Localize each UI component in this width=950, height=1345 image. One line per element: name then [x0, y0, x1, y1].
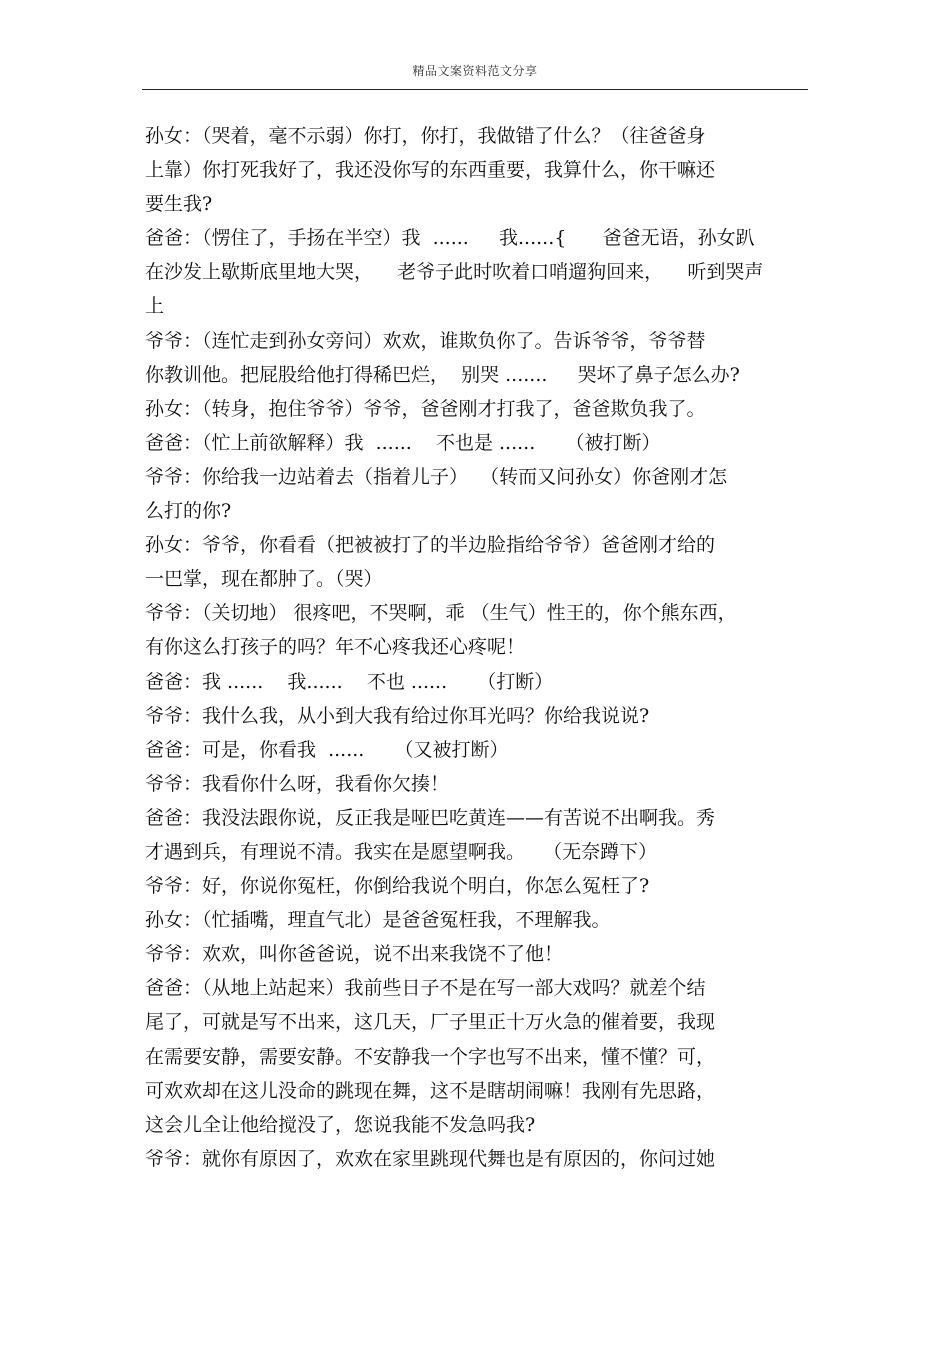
text-line: 爸爸：（忙上前欲解释）我 ...... 不也是 ...... （被打断） — [145, 431, 661, 454]
text-line: 尾了，可就是写不出来，这几天，厂子里正十万火急的催着要，我现 — [145, 1011, 716, 1034]
text-line: 爷爷：（连忙走到孙女旁问）欢欢，谁欺负你了。告诉爷爷，爷爷替 — [145, 329, 706, 352]
text-line: 孙女：爷爷，你看看（把被被打了的半边脸指给爷爷）爸爸刚才给的 — [145, 534, 716, 557]
page-header: 精品文案资料范文分享 — [412, 64, 538, 78]
text-line: 爷爷：你给我一边站着去（指着儿子） （转而又问孙女）你爸刚才怎 — [145, 465, 728, 488]
text-line: 有你这么打孩子的吗？年不心疼我还心疼呢！ — [145, 636, 526, 659]
text-line: 爸爸：（从地上站起来）我前些日子不是在写一部大戏吗？就差个结 — [145, 977, 706, 1000]
document-body — [145, 119, 795, 1176]
text-line: 要生我? — [145, 193, 213, 216]
text-line: 孙女：（转身，抱住爷爷）爷爷，爸爸刚才打我了，爸爸欺负我了。 — [145, 397, 706, 420]
text-line: 爷爷：欢欢，叫你爸爸说，说不出来我饶不了他！ — [145, 943, 564, 966]
text-line: 这会儿全让他给搅没了，您说我能不发急吗我? — [145, 1113, 536, 1136]
header-divider — [142, 89, 808, 90]
text-line: 孙女：（哭着，毫不示弱）你打，你打，我做错了什么？（往爸爸身 — [145, 125, 706, 147]
text-line: 爷爷：好，你说你冤枉，你倒给我说个明白，你怎么冤枉了? — [145, 875, 650, 898]
text-line: 可欢欢却在这儿没命的跳现在舞，这不是瞎胡闹嘛！我刚有先思路， — [145, 1079, 716, 1102]
text-line: 在需要安静，需要安静。不安静我一个字也写不出来，懂不懂？可， — [145, 1045, 716, 1068]
text-line: 你教训他。把屁股给他打得稀巴烂， 别哭 ....... 哭坏了鼻子怎么办? — [145, 363, 740, 386]
text-line: 爷爷：就你有原因了，欢欢在家里跳现代舞也是有原因的，你问过她 — [145, 1147, 716, 1170]
text-line: 爸爸：我没法跟你说，反正我是哑巴吃黄连——有苦说不出啊我。秀 — [145, 806, 716, 829]
text-line: 么打的你? — [145, 500, 232, 523]
text-line: 才遇到兵，有理说不清。我实在是愿望啊我。 （无奈蹲下） — [145, 840, 658, 863]
text-line: 在沙发上歇斯底里地大哭， 老爷子此时吹着口哨遛狗回来， 听到哭声 — [145, 261, 764, 284]
text-line: 上 — [145, 295, 165, 318]
text-line: 爷爷：我看你什么呀，我看你欠揍！ — [145, 772, 450, 795]
text-line: 上靠）你打死我好了，我还没你写的东西重要，我算什么，你干嘛还 — [145, 159, 716, 182]
text-line: 爸爸：可是，你看我 ...... （又被打断） — [145, 738, 509, 761]
text-line: 爷爷：（关切地） 很疼吧，不哭啊，乖 （生气）性王的，你个熊东西， — [145, 602, 737, 625]
text-line: 孙女：（忙插嘴，理直气北）是爸爸冤枉我，不理解我。 — [145, 909, 611, 932]
text-line: 爷爷：我什么我，从小到大我有给过你耳光吗？你给我说说? — [145, 704, 650, 727]
text-line: 一巴掌，现在都肿了。（哭） — [145, 568, 383, 591]
text-line: 爸爸：（愣住了，手扬在半空）我 ...... 我......{ 爸爸无语，孙女趴 — [145, 227, 755, 250]
text-line: 爸爸：我 ...... 我...... 不也 ...... （打断） — [145, 670, 554, 693]
